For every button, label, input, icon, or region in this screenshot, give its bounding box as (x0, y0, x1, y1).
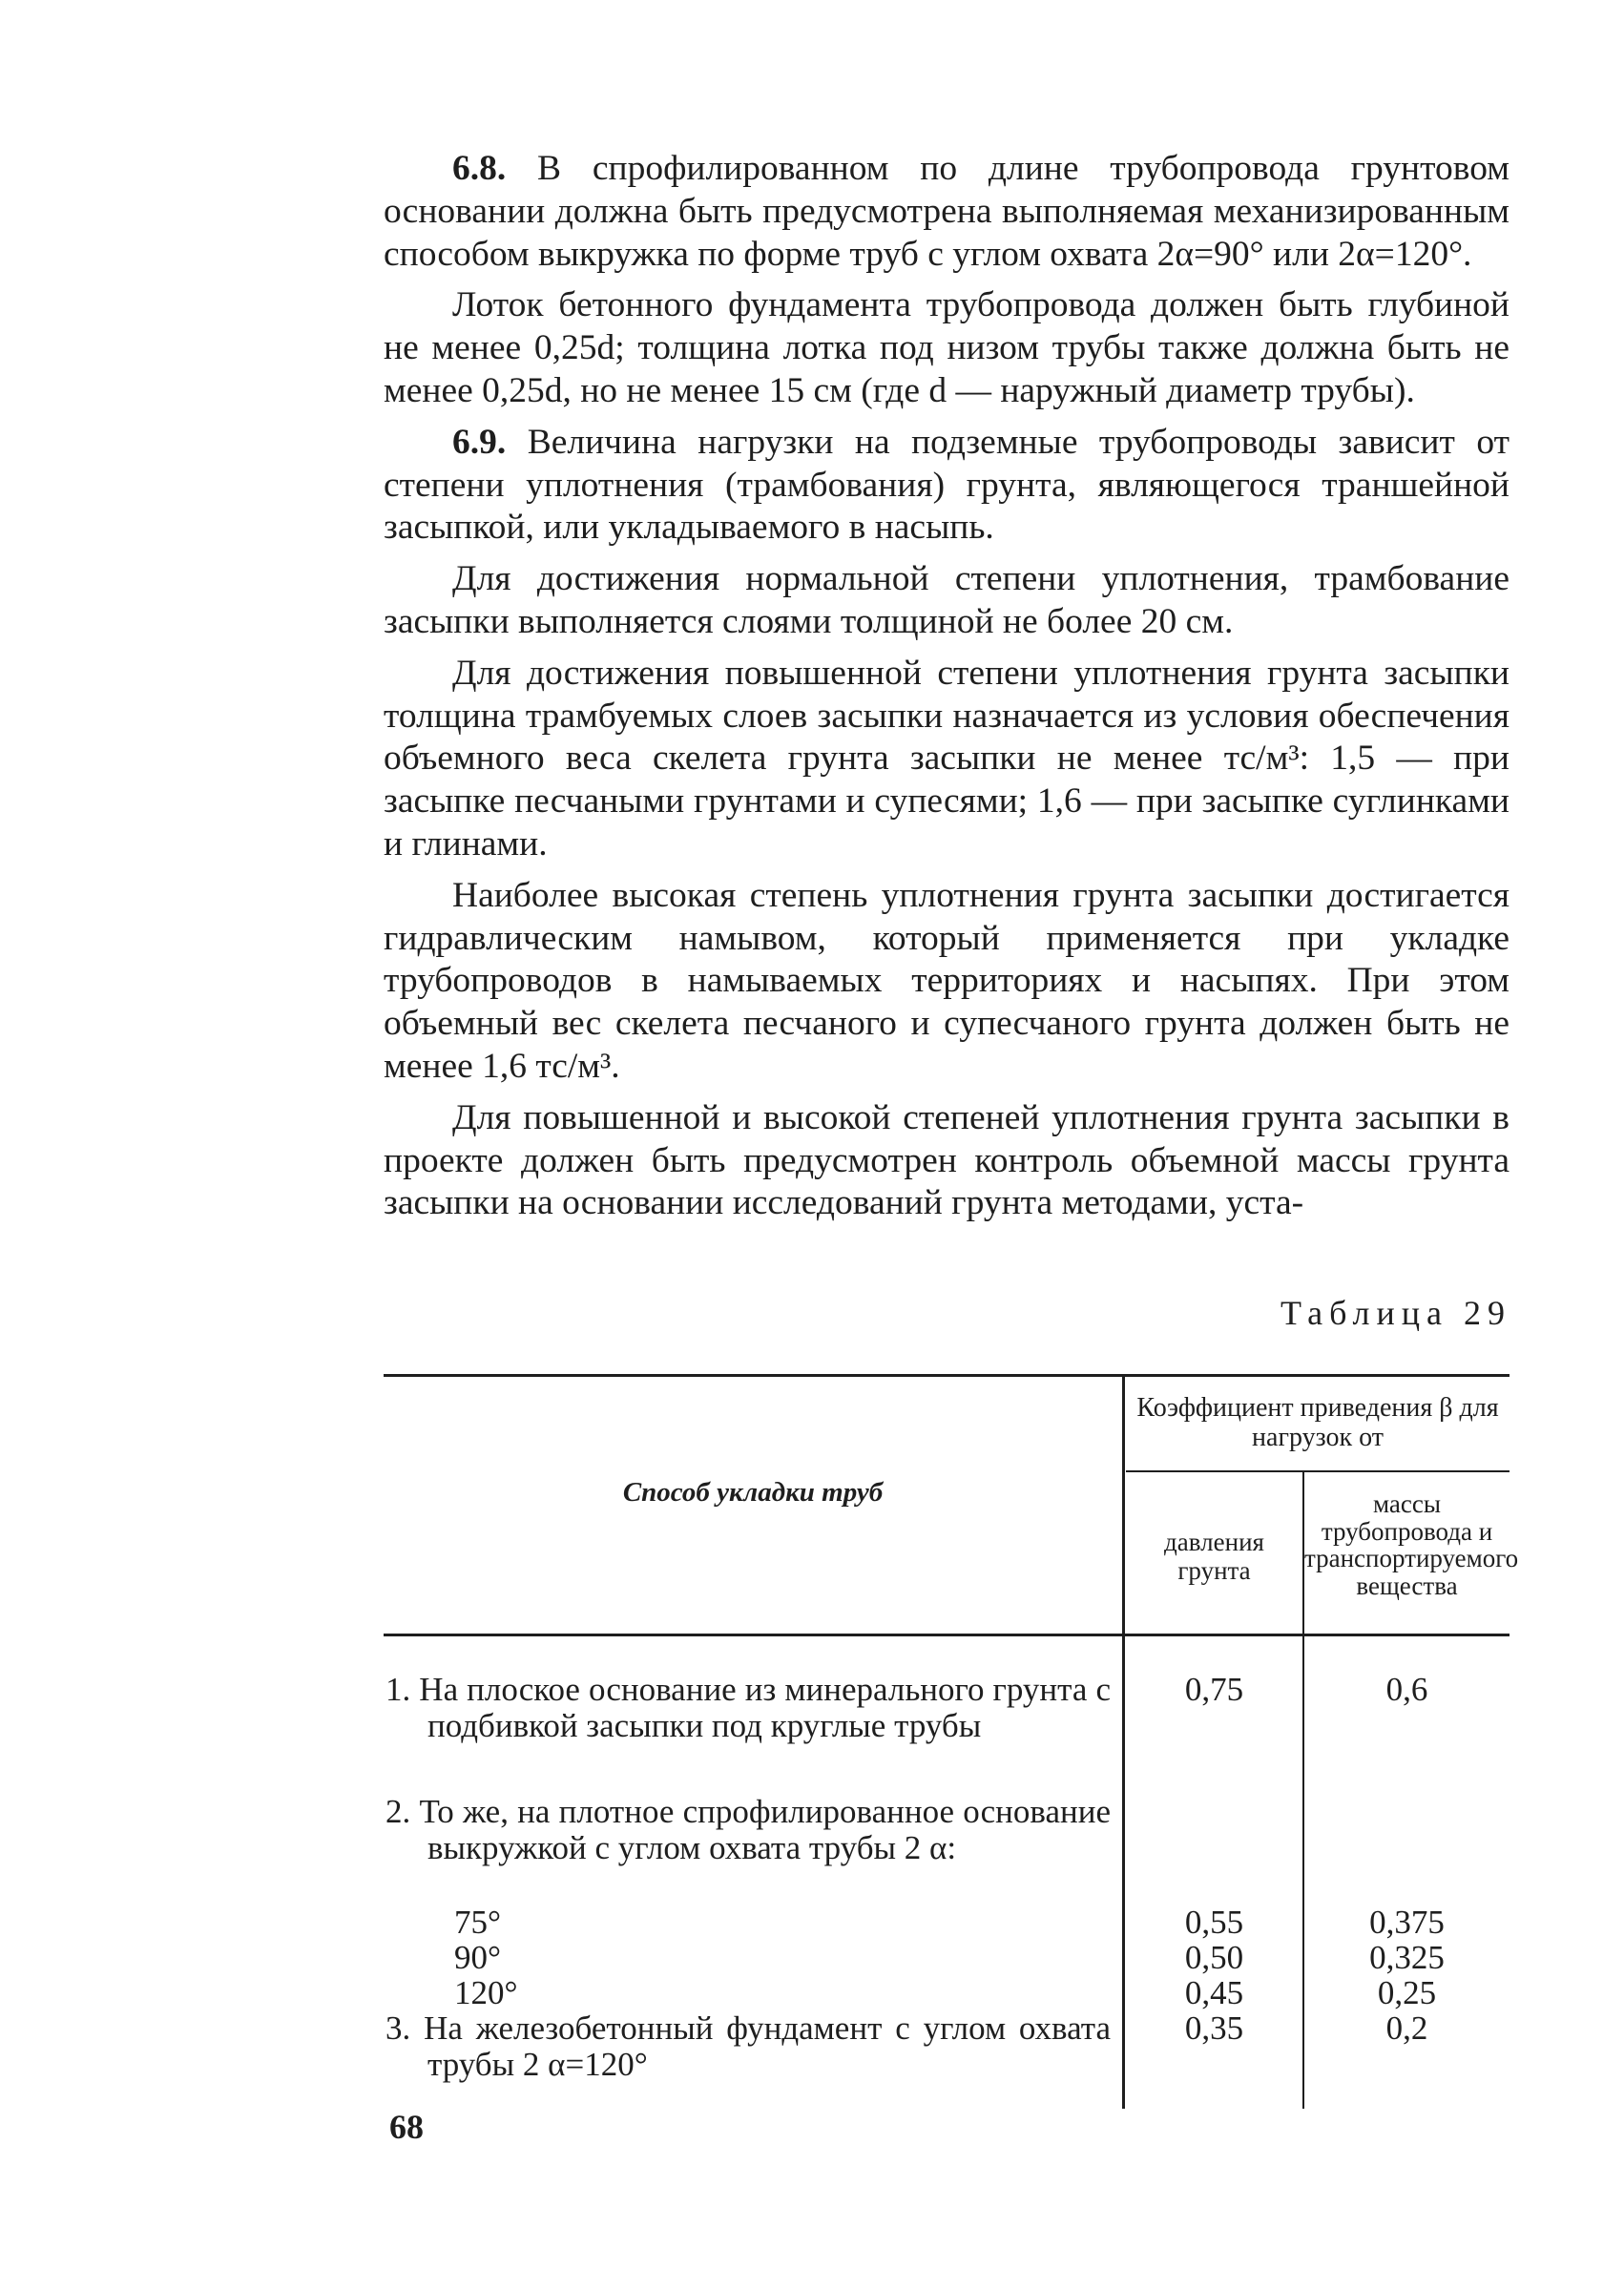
row-label: 2. То же, на плотное спрофилированное основание выкружкой с углом охвата трубы 2 α: (385, 1793, 1111, 1866)
row-value-soil: 0,35 (1184, 2009, 1244, 2047)
table-row (385, 2010, 1111, 2083)
paragraph-tray: Лоток бетонного фундамента трубопровода должен быть глубиной не менее 0,25d; толщина лотка под низом трубы также должна быть не менее 0,25d, но не менее 15 см (где d — наружный диаметр трубы). (384, 285, 1509, 410)
paragraph-6-8: 6.8. В спрофилированном по длине трубопровода грунтовом основании должна быть предусмотрена выполняемая механизированным способом выкружка по форме труб с углом охвата 2α=90° или 2α=120°. (384, 149, 1509, 274)
paragraph-control: Для повышенной и высокой степеней уплотнения грунта засыпки в проекте должен быть предусмотрен контроль объемной массы грунта засыпки на основании исследований грунта методами, уста- (384, 1097, 1509, 1223)
row-label: 1. На плоское основание из минерального грунта с подбивкой засыпки под круглые трубы (385, 1671, 1111, 1744)
column-header-method: Способ укладки труб (622, 1477, 884, 1508)
page-number: 68 (389, 2108, 424, 2146)
paragraph-high-compaction: Наиболее высокая степень уплотнения грунта засыпки достигается гидравлическим намывом, который применяется при укладке трубопроводов в намываемых территориях и насыпях. При этом объемный вес скелета песчаного и супесчаного грунта должен быть не менее 1,6 тс/м³. (384, 875, 1509, 1086)
row-value-soil: 0,75 (1184, 1671, 1244, 1708)
table-column-divider (1122, 1374, 1125, 2109)
table-caption: Таблица 29 (1280, 1294, 1511, 1332)
row-value-mass: 0,375 (1369, 1904, 1445, 1941)
body-text (384, 148, 1509, 1234)
table-header-rule (384, 1634, 1509, 1636)
row-angle: 90° (454, 1939, 501, 1976)
row-value-soil: 0,50 (1184, 1939, 1244, 1976)
row-value-mass: 0,6 (1385, 1671, 1428, 1708)
column-header-coefficient: Коэффициент приведения β для нагрузок от (1136, 1393, 1499, 1453)
table-row (385, 1672, 1111, 1744)
paragraph-normal-compaction: Для достижения нормальной степени уплотнения, трамбование засыпки выполняется слоями толщиной не более 20 см. (384, 559, 1509, 641)
table-subheader-rule (1126, 1470, 1509, 1472)
paragraph-6-9: 6.9. Величина нагрузки на подземные трубопроводы зависит от степени уплотнения (трамбования) грунта, являющегося траншейной засыпкой, или укладываемого в насыпь. (384, 422, 1509, 548)
column-header-soil-pressure: давления грунта (1164, 1528, 1264, 1586)
row-value-mass: 0,25 (1377, 1974, 1437, 2011)
row-value-soil: 0,55 (1184, 1904, 1244, 1941)
row-value-soil: 0,45 (1184, 1974, 1244, 2011)
row-angle: 120° (454, 1974, 518, 2011)
table-row (385, 1794, 1111, 1866)
row-value-mass: 0,2 (1385, 2009, 1428, 2047)
column-header-pipe-mass: массы трубопровода и транспортируемого вещества (1304, 1489, 1519, 1600)
row-angle: 75° (454, 1904, 501, 1941)
table-top-rule (384, 1374, 1509, 1377)
row-label: 3. На железобетонный фундамент с углом охвата трубы 2 α=120° (385, 2009, 1111, 2083)
row-value-mass: 0,325 (1369, 1939, 1445, 1976)
paragraph-increased-compaction: Для достижения повышенной степени уплотнения грунта засыпки толщина трамбуемых слоев засыпки назначается из условия обеспечения объемного веса скелета грунта засыпки не менее тс/м³: 1,5 — при засыпке песчаными грунтами и супесями; 1,6 — при засыпке суглинками и глинами. (384, 653, 1509, 864)
